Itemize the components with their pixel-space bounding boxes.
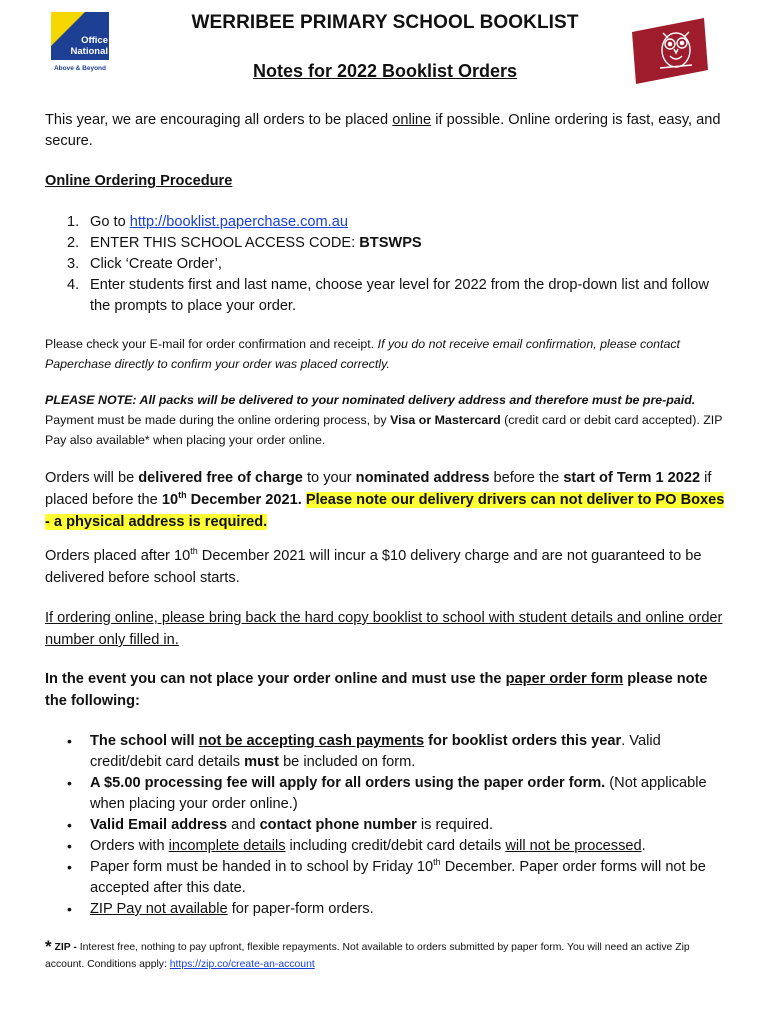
access-code: BTSWPS bbox=[359, 235, 422, 251]
logo-line2: National bbox=[70, 46, 108, 57]
bullet-deadline: • Paper form must be handed in to school by Friday 10th December. Paper order forms will not be accepted after this date. bbox=[67, 857, 706, 896]
zip-footnote: * ZIP - Interest free, nothing to pay upfront, flexible repayments. Not available to orders submitted by paper form. You will need an active Zip account. Conditions apply: https://zip.co/create-an-account bbox=[45, 937, 690, 970]
hardcopy-paragraph: If ordering online, please bring back the hard copy booklist to school with student details and online order number only filled in. bbox=[45, 610, 723, 648]
step-3: 3. Click ‘Create Order’, bbox=[67, 256, 222, 272]
bullet-contact: • Valid Email address and contact phone number is required. bbox=[67, 817, 494, 833]
bullet-incomplete: • Orders with incomplete details including credit/debit card details will not be processed. bbox=[67, 838, 646, 854]
bullet-zip: • ZIP Pay not available for paper-form orders. bbox=[67, 901, 374, 917]
logo-line1: Office bbox=[81, 35, 108, 46]
delivery-paragraph: Orders will be delivered free of charge to your nominated address before the start of Term 1 2022 if placed before the 10th December 2021. Please note our delivery drivers can not deliver to PO Boxes - a physical address is required. bbox=[45, 470, 725, 530]
bullet-fee: • A $5.00 processing fee will apply for all orders using the paper order form. (Not applicable when placing your order online.) bbox=[67, 775, 707, 812]
procedure-heading: Online Ordering Procedure bbox=[45, 173, 233, 189]
intro-paragraph: This year, we are encouraging all orders to be placed online if possible. Online ordering is fast, easy, and secure. bbox=[45, 112, 721, 149]
please-note-paragraph: PLEASE NOTE: All packs will be delivered to your nominated delivery address and therefore must be pre-paid. Payment must be made during the online ordering process, by Visa or Mastercard (credit card or debit card accepted). ZIP Pay also available* when placing your order online. bbox=[45, 393, 723, 447]
po-box-warning: Please note our delivery drivers can not deliver to PO Boxes - a physical address is required. bbox=[45, 492, 725, 530]
late-orders-paragraph: Orders placed after 10th December 2021 will incur a $10 delivery charge and are not guaranteed to be delivered before school starts. bbox=[45, 546, 702, 586]
confirmation-paragraph: Please check your E-mail for order confirmation and receipt. If you do not receive email confirmation, please contact Paperchase directly to confirm your order was placed correctly. bbox=[45, 337, 680, 371]
document-subtitle: Notes for 2022 Booklist Orders bbox=[252, 61, 518, 81]
step-2: 2. ENTER THIS SCHOOL ACCESS CODE: BTSWPS bbox=[67, 235, 422, 251]
procedure-steps bbox=[45, 212, 725, 317]
paper-form-heading: In the event you can not place your order online and must use the paper order form please note the following: bbox=[45, 671, 708, 709]
step-4: 4. Enter students first and last name, choose year level for 2022 from the drop-down list and follow the prompts to place your order. bbox=[67, 277, 709, 314]
document-title: WERRIBEE PRIMARY SCHOOL BOOKLIST bbox=[191, 12, 579, 33]
paper-form-bullets bbox=[45, 731, 725, 920]
zip-link[interactable]: https://zip.co/create-an-account bbox=[169, 959, 315, 970]
logo-tagline: Above & Beyond bbox=[53, 65, 107, 72]
step-1: 1. Go to http://booklist.paperchase.com.au bbox=[67, 214, 348, 230]
bullet-cash: • The school will not be accepting cash payments for booklist orders this year. Valid credit/debit card details must be included on form. bbox=[67, 733, 661, 770]
booklist-link[interactable]: http://booklist.paperchase.com.au bbox=[129, 214, 348, 230]
